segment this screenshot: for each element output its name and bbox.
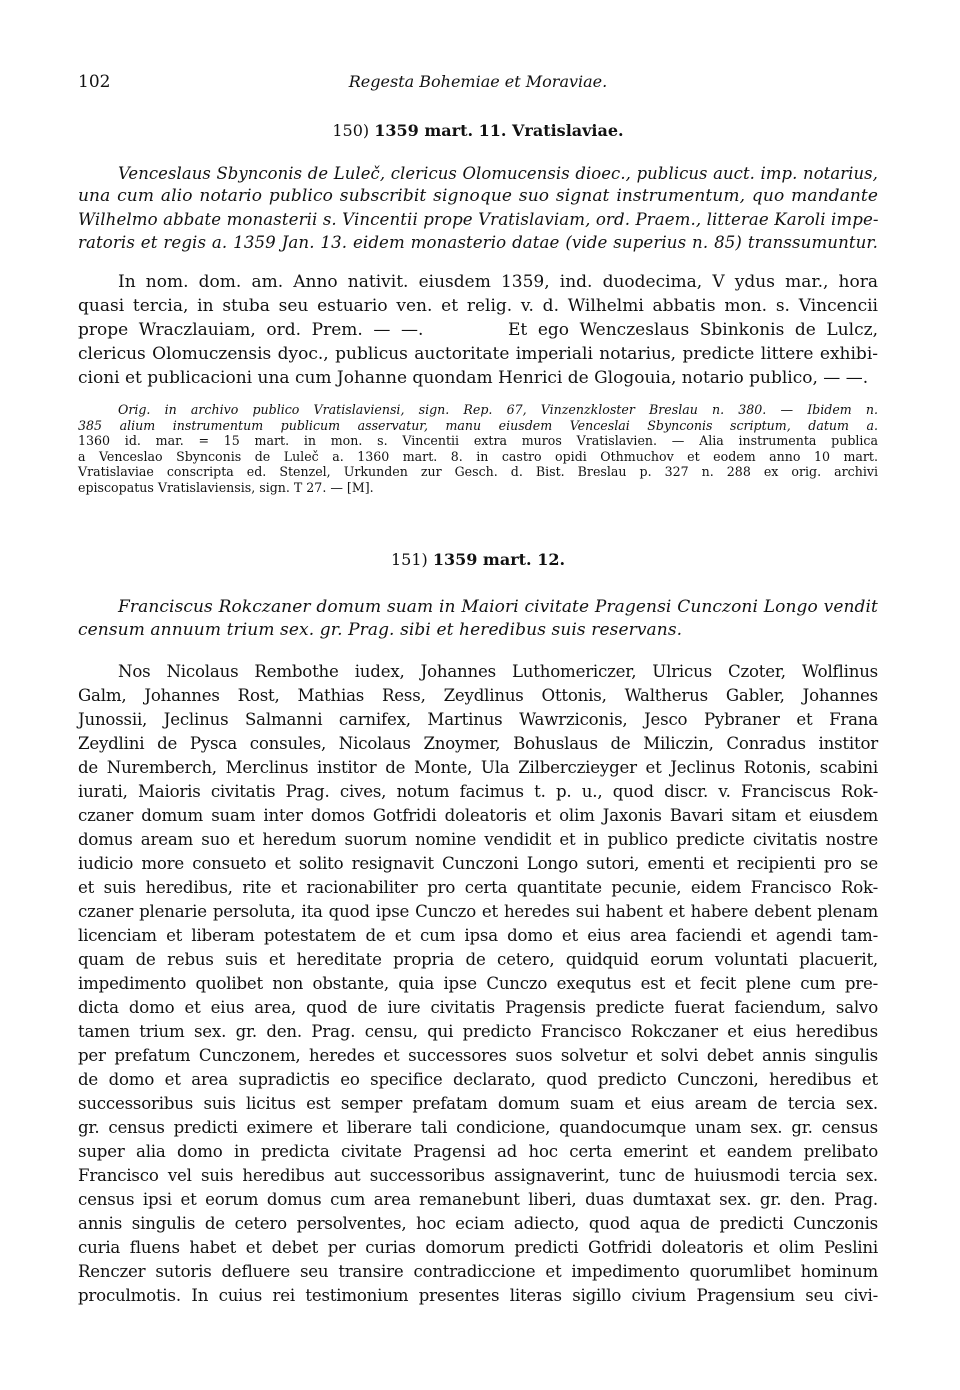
text-line: prope Wraczlauiam, ord. Prem. — —. Et ego Wenczeslaus Sbinkonis de Lulcz, [78,320,878,340]
note-line: Vratislaviae conscripta ed. Stenzel, Urkunden zur Gesch. d. Bist. Breslau p. 327 n. 288 ex orig. archivi [78,464,878,479]
page-header [78,72,878,94]
entry-151-heading [78,550,878,569]
entry-150-heading [78,121,878,140]
text-line: Zeydlini de Pysca consules, Nicolaus Znoymer, Bohuslaus de Miliczin, Conradus institor [78,734,878,753]
text-line: quam de rebus suis et hereditate propria de cetero, quidquid eorum voluntati placuerit, [78,950,878,969]
regest-line: ratoris et regis a. 1359 Jan. 13. eidem monasterio datae (vide superius n. 85) transsumuntur. [78,233,878,252]
text-line: tamen trium sex. gr. den. Prag. censu, qui predicto Francisco Rokczaner et eius heredibus [78,1022,878,1041]
text-line: Renczer sutoris defluere seu transire contradiccione et impedimento quorumlibet hominum [78,1262,878,1281]
regest-line: Venceslaus Sbynconis de Luleč, clericus Olomucensis dioec., publicus auct. imp. notarius, [118,164,878,183]
text-line: successoribus suis licitus est semper prefatam domum suam et eius aream de tercia sex. [78,1094,878,1113]
note-line: Orig. in archivo publico Vratislaviensi, sign. Rep. 67, Vinzenzkloster Breslau n. 380. — Ibidem n. [118,402,878,417]
text-line: impedimento quolibet non obstante, quia ipse Cunczo exequtus est et fecit plene cum pre- [78,974,878,993]
text-line: et suis heredibus, rite et racionabiliter pro certa quantitate pecunie, eidem Francisco Rok- [78,878,878,897]
entry-150-number: 150) [332,121,370,140]
text-line: Galm, Johannes Rost, Mathias Ress, Zeydlinus Ottonis, Waltherus Gabler, Johannes [78,686,878,705]
text-line: dicta domo et eius area, quod de iure civitatis Pragensis predicte fuerat faciendum, salvo [78,998,878,1017]
text-line: domus aream suo et heredum suorum nomine vendidit et in publico predicte civitatis nostre [78,830,878,849]
text-line: gr. census predicti eximere et liberare tali condicione, quandocumque unam sex. gr. census [78,1118,878,1137]
text-line: licenciam et liberam potestatem de et cum ipsa domo et eius area faciendi et agendi tam- [78,926,878,945]
entry-150-regest [78,162,878,254]
entry-151-text [78,660,878,1308]
entry-150-text [78,270,878,390]
text-line: Junossii, Jeclinus Salmanni carnifex, Martinus Wawrziconis, Jesco Pybraner et Frana [78,710,878,729]
running-title: Regesta Bohemiae et Moraviae. [348,72,608,91]
text-line: czaner domum suam inter domos Gotfridi doleatoris et olim Jaxonis Bavari sitam et eiusdem [78,806,878,825]
text-line: iurati, Maioris civitatis Prag. cives, notum facimus t. p. u., quod discr. v. Franciscus Rok- [78,782,878,801]
entry-151-regest [78,596,878,642]
text-line: annis singulis de cetero persolventes, hoc eciam adiecto, quod aqua de predicti Cunczonis [78,1214,878,1233]
text-line: iudicio more consueto et solito resignavit Cunczoni Longo sutori, ementi et recipienti pro se [78,854,878,873]
regest-line: Wilhelmo abbate monasterii s. Vincentii prope Vratislaviam, ord. Praem., litterae Karoli impe- [78,210,879,229]
text-line: de domo et area supradictis eo specifice declarato, quod predicto Cunczoni, heredibus et [78,1070,878,1089]
entry-150-notes [78,402,878,495]
text-line: clericus Olomuczensis dyoc., publicus auctoritate imperiali notarius, predicte littere exhibi- [78,344,878,364]
regest-line: una cum alio notario publico subscribit signoque suo signat instrumentum, quo mandante [78,186,878,206]
text-line: In nom. dom. am. Anno nativit. eiusdem 1359, ind. duodecima, V ydus mar., hora [118,272,878,292]
text-line: super alia domo in predicta civitate Pragensi ad hoc certa emerint et eandem prelibato [78,1142,878,1161]
text-line: de Nuremberch, Merclinus institor de Monte, Ula Zilberczieyger et Jeclinus Rotonis, scabini [78,758,878,777]
text-line: Nos Nicolaus Rembothe iudex, Johannes Luthomericzer, Ulricus Czoter, Wolflinus [118,662,878,681]
note-line: 1360 id. mar. = 15 mart. in mon. s. Vincentii extra muros Vratislavien. — Alia instrumenta publica [78,433,878,448]
text-line: quasi tercia, in stuba seu estuario ven. et relig. v. d. Wilhelmi abbatis mon. s. Vincencii [78,296,878,316]
entry-151-number: 151) [390,550,428,569]
regest-line: censum annuum trium sex. gr. Prag. sibi et heredibus suis reservans. [78,620,683,640]
page-number: 102 [78,72,111,92]
entry-151-date: 1359 mart. 12. [432,550,566,569]
entry-150-date: 1359 mart. 11. Vratislaviae. [374,121,624,140]
text-line: curia fluens habet et debet per curias domorum predicti Gotfridi doleatoris et olim Peslini [78,1238,878,1257]
text-line: census ipsi et eorum domus cum area remanebunt liberi, duas dumtaxat sex. gr. den. Prag. [78,1190,878,1209]
text-line: czaner plenarie persoluta, ita quod ipse Cunczo et heredes sui habent et habere debent plenam [78,902,878,921]
regest-line: Franciscus Rokczaner domum suam in Maiori civitate Pragensi Cunczoni Longo vendit [118,597,878,617]
text-line: cioni et publicacioni una cum Johanne quondam Henrici de Glogouia, notario publico, — —. [78,368,869,388]
note-line: a Venceslao Sbynconis de Luleč a. 1360 mart. 8. in castro opidi Othmuchov et eodem anno 10 mart. [78,448,878,464]
note-line: episcopatus Vratislaviensis, sign. T 27. — [M]. [78,479,374,495]
text-line: per prefatum Cunczonem, heredes et successores suos solvetur et solvi debet annis singulis [78,1046,878,1065]
text-line: Francisco vel suis heredibus aut successoribus assignaverint, tunc de huiusmodi tercia sex. [78,1166,878,1185]
text-line: proculmotis. In cuius rei testimonium presentes literas sigillo civium Pragensium seu civi- [78,1286,878,1305]
note-line: 385 alium instrumentum publicum asservatur, manu eiusdem Venceslai Sbynconis scriptum, datum a. [78,417,878,433]
